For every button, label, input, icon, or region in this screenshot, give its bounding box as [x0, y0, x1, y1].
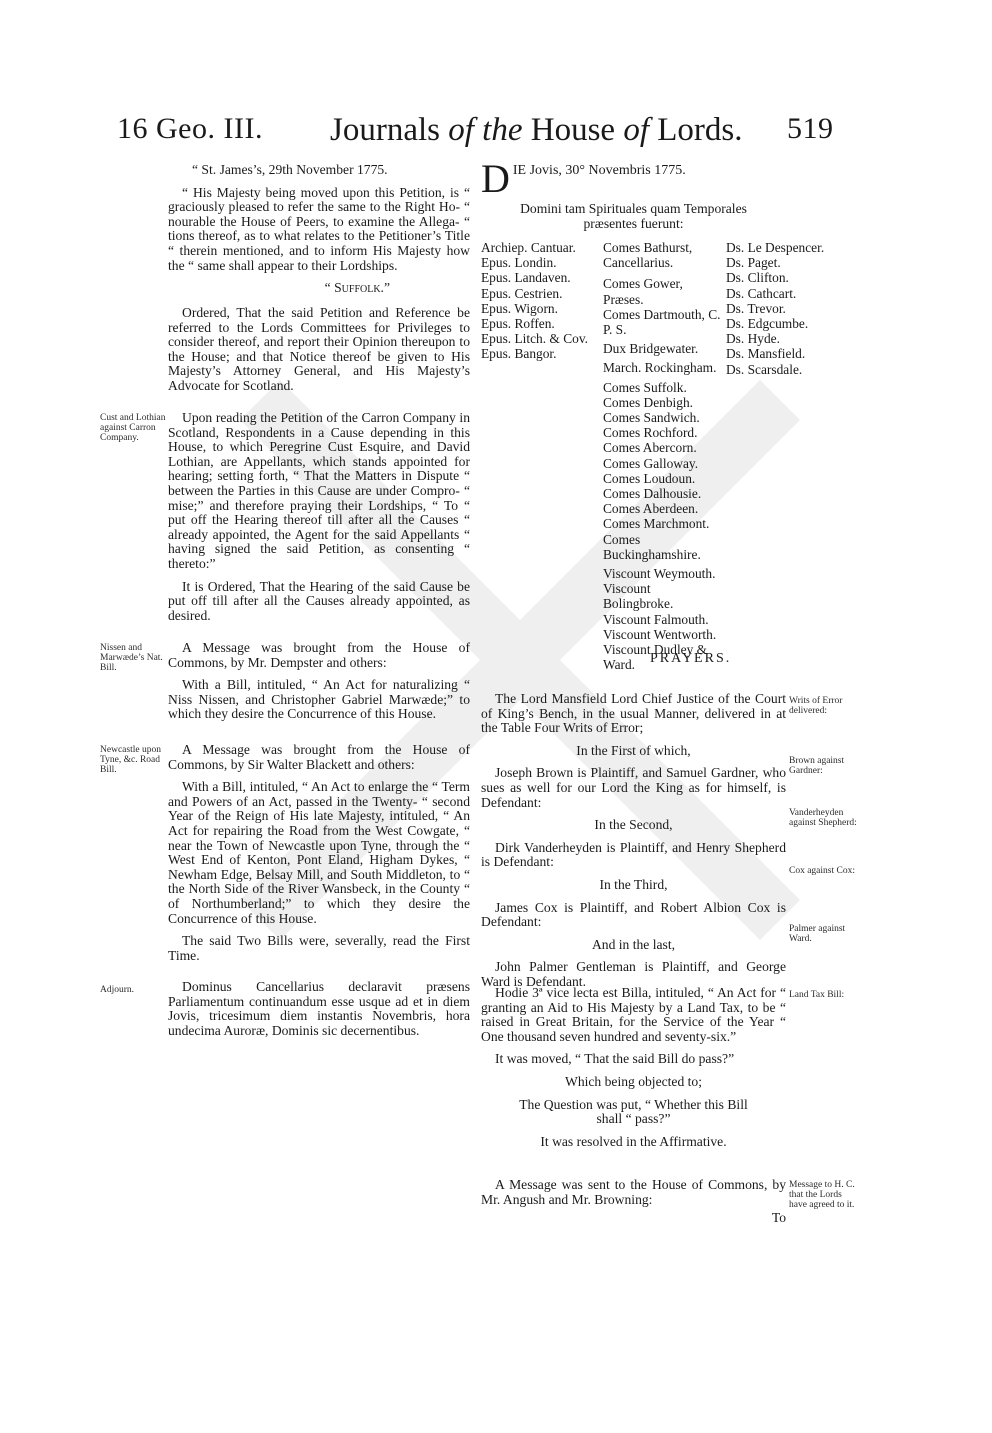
case-cox: James Cox is Plaintiff, and Robert Albion Cox is Defendant: — [481, 899, 786, 930]
margin-note-nissen: Nissen and Marwæde’s Nat. Bill. — [100, 643, 163, 673]
reference-signature: “ Suffolk.” — [324, 280, 390, 296]
left-column — [168, 163, 470, 304]
last-label: And in the last, — [591, 936, 676, 952]
margin-note-brown: Brown against Gardner: — [789, 756, 845, 776]
margin-note-cust: Cust and Lothian against Carron Company. — [100, 413, 166, 443]
reference-date: “ St. James’s, 29th November 1775. — [192, 162, 388, 177]
carron-petition — [168, 411, 470, 631]
roll-entry: Ds. Trevor. — [726, 300, 786, 316]
writs-of-error — [481, 692, 786, 998]
roll-entry: Ds. Cathcart. — [726, 285, 797, 301]
margin-note-newcastle: Newcastle upon Tyne, &c. Road Bill. — [100, 745, 161, 775]
roll-entry: Epus. Litch. & Cov. — [481, 331, 588, 347]
roll-entry: Epus. Cestrien. — [481, 285, 563, 301]
roll-spiritual — [481, 240, 599, 362]
roll-entry: Ds. Clifton. — [726, 270, 789, 286]
roll-entry: Archiep. Cantuar. — [481, 240, 576, 255]
catchword: To — [771, 1210, 786, 1226]
roll-entry: Comes Dartmouth, C. P. S. — [603, 306, 721, 338]
drop-cap: D — [481, 156, 510, 201]
land-tax-text: Hodie 3ª vice lecta est Billa, intituled, “ An Act for “ granting an Aid to His Majesty by a Land Tax, to be “ raised in Great Britain, for the Service of the Year “ One thousand seven hundred and seventy-six.” — [481, 985, 786, 1044]
roll-entry: Comes Buckinghamshire. — [603, 531, 701, 562]
bills-read-text: The said Two Bills were, severally, read the First Time. — [168, 933, 470, 963]
running-head-title: Journals of the House of Lords. — [330, 112, 743, 148]
margin-note-writs: Writs of Error delivered: — [789, 696, 843, 716]
roll-entry: Dux Bridgewater. — [603, 341, 699, 357]
margin-note-adjourn: Adjourn. — [100, 985, 135, 995]
message-sent-text: A Message was sent to the House of Commons, by Mr. Angush and Mr. Browning: — [481, 1177, 786, 1207]
roll-entry: Comes Aberdeen. — [603, 501, 699, 517]
roll-entry: Epus. Roffen. — [481, 316, 555, 332]
roll-entry: Ds. Edgcumbe. — [726, 316, 809, 332]
roll-entry: Comes Marchmont. — [603, 516, 710, 532]
nissen-bill-text: With a Bill, intituled, “ An Act for naturalizing “ Niss Nissen, and Christopher Gabriel Marwæde;” to which they desire the Concurrence of this House. — [168, 677, 470, 722]
nissen-message — [168, 641, 470, 730]
roll-entry: Viscount Wentworth. — [603, 626, 717, 642]
case-vanderheyden: Dirk Vanderheyden is Plaintiff, and Henry Shepherd is Defendant: — [481, 839, 786, 870]
roll-entry: Comes Abercorn. — [603, 440, 697, 456]
roll-entry: Ds. Le Despencer. — [726, 240, 825, 255]
roll-entry: Epus. Landaven. — [481, 270, 571, 286]
roll-entry: Comes Denbigh. — [603, 394, 694, 410]
newcastle-bill-text: With a Bill, intituled, “ An Act to enlarge the “ Term and Powers of an Act, passed in the Twenty- “ second Year of the Reign of His late Majesty, intituled, “ An Act for repairing the Road from the West Cowgate, “ near the Town of Newcastle upon Tyne, through the “ West End of Kenton, Pont Eland, Higham Dykes, “ Newham Edge, Belsay Mill, and South Middleton, to “ the North Side of the River Wansbeck, in the County “ of Northumberland;” to which they desire the Concurrence of this House. — [168, 779, 470, 926]
roll-entry: Epus. Londin. — [481, 255, 557, 271]
message-sent — [481, 1178, 786, 1234]
roll-entry: Comes Loudoun. — [603, 470, 696, 486]
objected-text: Which being objected to; — [564, 1073, 703, 1089]
carron-petition-text: Upon reading the Petition of the Carron Company in Scotland, Respondents in a Cause depending in this House, to which Peregrine Cust Esquire, and David Lothian, are Appellants, which stands appointed for hearing; setting forth, “ That the Matters in Dispute “ between the Parties in this Cause are under Compro- “ mise;” and therefore praying their Lordships, “ To “ put off the Hearing thereof till after all the Causes “ already appointed, the Agent for the said Appellants “ having signed the said Petition, as consenting “ thereto:” — [168, 410, 470, 571]
adjournment — [168, 980, 470, 1046]
margin-note-land-tax: Land Tax Bill: — [789, 990, 845, 1000]
running-head-regnal-year: 16 Geo. III. — [117, 112, 263, 145]
roll-temporal — [603, 240, 721, 672]
roll-entry: Comes Gower, Præses. — [603, 276, 683, 307]
resolved-text: It was resolved in the Affirmative. — [540, 1133, 727, 1149]
roll-entry: Comes Rochford. — [603, 425, 698, 441]
message-commons-1: A Message was brought from the House of Commons, by Mr. Dempster and others: — [168, 640, 470, 670]
margin-note-cox: Cox against Cox: — [789, 866, 855, 876]
adjournment-text: Dominus Cancellarius declaravit præsens Parliamentum continuandum esse usque ad et in diem Jovis, tricesimum diem instantis Novembris, hora undecima Auroræ, Dominis sic decernentibus. — [168, 979, 470, 1038]
domini-line: Domini tam Spirituales quam Temporales præsentes fuerunt: — [520, 201, 747, 231]
roll-entry: Viscount Falmouth. — [603, 611, 709, 627]
carron-order-text: It is Ordered, That the Hearing of the said Cause be put off till after all the Causes already appointed, as desired. — [168, 578, 470, 623]
die-jovis-heading: D IE Jovis, 30° Novembris 1775. — [481, 156, 686, 201]
land-tax-bill — [481, 986, 786, 1157]
roll-entry: Comes Dalhousie. — [603, 486, 702, 502]
reference-text: “ His Majesty being moved upon this Petition, is “ graciously pleased to refer the same to the Right Ho- “ nourable the House of Peers, to examine the Allega- “ tions thereof, as to what relates to the Petitioner’s Title “ therein mentioned, and to inform His Majesty how the “ same shall appear to their Lordships. — [168, 184, 470, 273]
roll-entry: Viscount Weymouth. — [603, 566, 716, 582]
ordered-text: Ordered, That the said Petition and Reference be referred to the Lords Committees for Privileges to consider thereof, and report their Opinion thereupon to the House; and that Notice thereof be given to His Majesty’s Attorney General, and His Majesty’s Advocate for Scotland. — [168, 305, 470, 393]
moved-text: It was moved, “ That the said Bill do pass?” — [495, 1051, 735, 1067]
question-text: The Question was put, “ Whether this Bill shall “ pass?” — [519, 1096, 748, 1127]
second-label: In the Second, — [594, 817, 673, 833]
roll-entry: March. Rockingham. — [603, 360, 717, 376]
roll-entry: Comes Bathurst, Cancellarius. — [603, 240, 693, 271]
roll-entry: Comes Suffolk. — [603, 379, 687, 395]
writs-text: The Lord Mansfield Lord Chief Justice of the Court of King’s Bench, in the usual Manner, delivered in at the Table Four Writs of Error; — [481, 691, 786, 736]
roll-entry: Ds. Paget. — [726, 255, 781, 271]
page-number: 519 — [787, 112, 834, 145]
roll-entry: Viscount Bolingbroke. — [603, 581, 674, 612]
roll-entry: Comes Sandwich. — [603, 410, 700, 426]
margin-note-palmer: Palmer against Ward. — [789, 924, 846, 944]
margin-note-message: Message to H. C. that the Lords have agreed to it. — [789, 1180, 855, 1210]
third-label: In the Third, — [599, 876, 668, 892]
roll-barons — [726, 240, 826, 377]
first-of-which: In the First of which, — [576, 742, 691, 758]
case-palmer: John Palmer Gentleman is Plaintiff, and George Ward is Defendant. — [481, 959, 786, 989]
newcastle-message — [168, 743, 470, 971]
roll-entry: Epus. Bangor. — [481, 346, 557, 362]
roll-entry: Epus. Wigorn. — [481, 300, 558, 316]
roll-entry: Ds. Mansfield. — [726, 346, 806, 362]
prayers-heading: PRAYERS. — [650, 651, 732, 666]
roll-entry: Ds. Scarsdale. — [726, 361, 803, 377]
roll-entry: Ds. Hyde. — [726, 331, 780, 347]
case-brown: Joseph Brown is Plaintiff, and Samuel Gardner, who sues as well for our Lord the King as for himself, is Defendant: — [481, 765, 786, 810]
ordered-privileges — [168, 306, 470, 402]
roll-entry: Comes Galloway. — [603, 455, 699, 471]
roll-entry: Viscount Dudley & Ward. — [603, 642, 708, 673]
margin-note-vanderheyden: Vanderheyden against Shepherd: — [789, 808, 857, 828]
message-commons-2: A Message was brought from the House of Commons, by Sir Walter Blackett and others: — [168, 742, 470, 772]
